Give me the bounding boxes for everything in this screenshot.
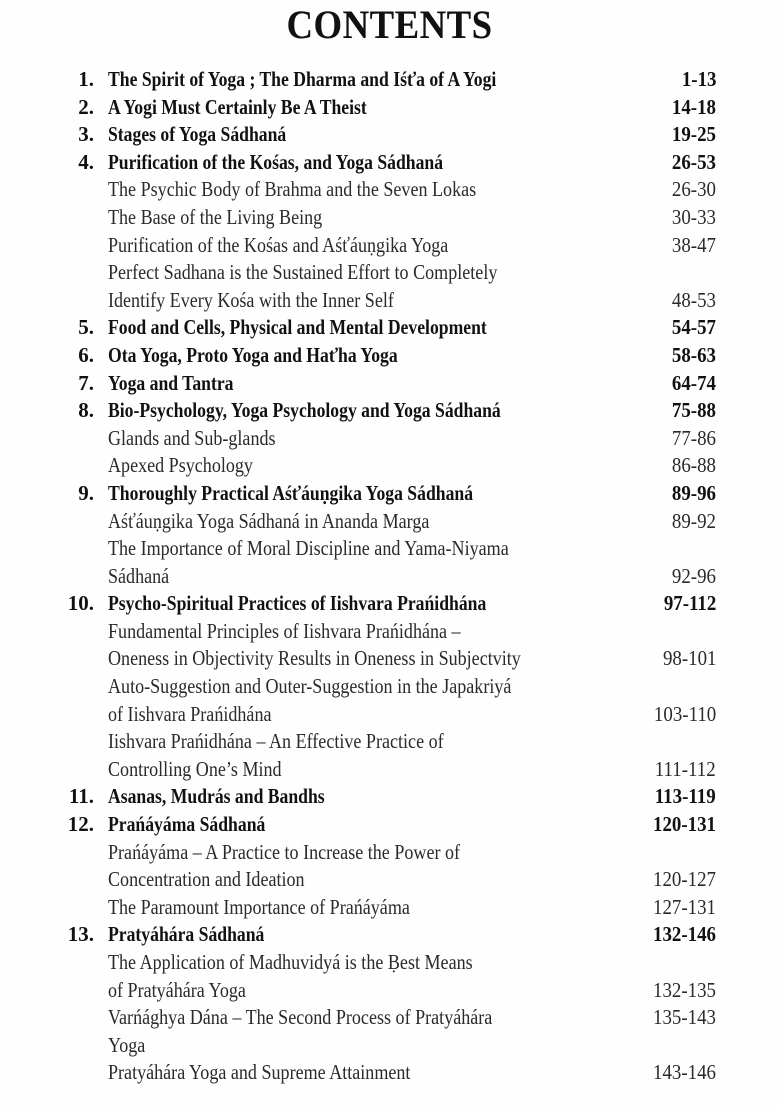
- entry-title: Glands and Sub-glands: [108, 425, 276, 450]
- toc-row: [0, 949, 780, 977]
- entry-title: Concentration and Ideation: [108, 867, 305, 892]
- table-of-contents: [0, 66, 780, 1087]
- chapter-number: 6.: [78, 342, 94, 367]
- toc-row: [0, 370, 780, 398]
- entry-title: Psycho-Spiritual Practices of Iishvara Prańidhána: [108, 591, 487, 616]
- toc-row: [0, 894, 780, 922]
- toc-row: [0, 232, 780, 260]
- entry-title: The Application of Madhuvidyá is the Ḅest Means: [108, 950, 473, 974]
- toc-row: [0, 535, 780, 563]
- page-range: 19-25: [671, 122, 716, 147]
- entry-title: Yoga: [108, 1032, 146, 1057]
- chapter-number: 12.: [67, 812, 94, 837]
- entry-title: The Importance of Moral Discipline and Yama-Niyama: [108, 536, 509, 561]
- entry-title: Iishvara Prańidhána – An Effective Practice of: [108, 729, 444, 754]
- entry-title: Sádhaná: [108, 563, 170, 588]
- chapter-number: 5.: [78, 315, 94, 340]
- toc-row: [0, 452, 780, 480]
- toc-row: [0, 701, 780, 729]
- page-range: 92-96: [671, 563, 716, 588]
- page-range: 75-88: [671, 398, 716, 423]
- page-title: CONTENTS: [286, 2, 493, 47]
- chapter-number: 11.: [68, 784, 94, 809]
- entry-title: Pratyáhára Yoga and Supreme Attainment: [108, 1060, 411, 1085]
- chapter-number: 4.: [78, 149, 94, 174]
- page-range: 14-18: [671, 94, 716, 119]
- chapter-number: 8.: [78, 398, 94, 423]
- chapter-number: 3.: [78, 122, 94, 147]
- page-range: 132-146: [653, 922, 716, 947]
- toc-row: [0, 921, 780, 949]
- toc-row: [0, 866, 780, 894]
- entry-title: of Pratyáhára Yoga: [108, 977, 246, 1002]
- entry-title: Prańáyáma – A Practice to Increase the Power of: [108, 839, 461, 864]
- page-range: 89-92: [671, 508, 716, 533]
- toc-row: [0, 66, 780, 94]
- toc-row: [0, 1059, 780, 1087]
- entry-title: Purification of the Kośas, and Yoga Sádhaná: [108, 149, 444, 174]
- toc-row: [0, 508, 780, 536]
- toc-row: [0, 756, 780, 784]
- toc-row: [0, 204, 780, 232]
- toc-row: [0, 811, 780, 839]
- entry-title: Stages of Yoga Sádhaná: [108, 122, 287, 147]
- page-range: 111-112: [655, 756, 716, 781]
- entry-title: Asanas, Mudrás and Bandhs: [108, 784, 325, 809]
- toc-row: [0, 149, 780, 177]
- toc-row: [0, 480, 780, 508]
- page-range: 30-33: [671, 204, 716, 229]
- page-range: 120-131: [653, 812, 716, 837]
- page-range: 64-74: [671, 370, 716, 395]
- toc-row: [0, 287, 780, 315]
- toc-row: [0, 839, 780, 867]
- entry-title: Bio-Psychology, Yoga Psychology and Yoga Sádhaná: [108, 398, 501, 423]
- toc-row: [0, 259, 780, 287]
- page-range: 113-119: [655, 784, 716, 809]
- toc-row: [0, 618, 780, 646]
- entry-title: Prańáyáma Sádhaná: [108, 812, 266, 837]
- toc-row: [0, 342, 780, 370]
- page-range: 38-47: [671, 232, 716, 257]
- entry-title: Purification of the Kośas and Aśťáuṇgika Yoga: [108, 232, 449, 257]
- toc-row: [0, 397, 780, 425]
- page-range: 86-88: [671, 453, 716, 478]
- entry-title: The Paramount Importance of Prańáyáma: [108, 894, 410, 919]
- toc-row: [0, 590, 780, 618]
- chapter-number: 2.: [78, 94, 94, 119]
- toc-row: [0, 121, 780, 149]
- entry-title: Oneness in Objectivity Results in Oneness in Subjectvity: [108, 646, 521, 671]
- page-range: 103-110: [653, 701, 716, 726]
- toc-row: [0, 425, 780, 453]
- entry-title: Controlling One’s Mind: [108, 756, 282, 781]
- chapter-number: 13.: [67, 922, 94, 947]
- entry-title: The Psychic Body of Brahma and the Seven Lokas: [108, 177, 477, 202]
- toc-row: [0, 673, 780, 701]
- entry-title: Varńághya Dána – The Second Process of Pratyáhára: [108, 1005, 493, 1030]
- entry-title: Auto-Suggestion and Outer-Suggestion in the Japakriyá: [108, 674, 512, 699]
- entry-title: of Iishvara Prańidhána: [108, 701, 272, 726]
- entry-title: Aśťáuṇgika Yoga Sádhaná in Ananda Marga: [108, 508, 430, 533]
- toc-row: [0, 977, 780, 1005]
- toc-row: [0, 94, 780, 122]
- toc-row: [0, 563, 780, 591]
- page-range: 26-53: [671, 149, 716, 174]
- entry-title: Yoga and Tantra: [108, 370, 234, 395]
- entry-title: Pratyáhára Sádhaná: [108, 922, 265, 947]
- toc-row: [0, 1032, 780, 1060]
- toc-row: [0, 314, 780, 342]
- page-range: 48-53: [671, 287, 716, 312]
- page-range: 97-112: [663, 591, 716, 616]
- page-range: 54-57: [671, 315, 716, 340]
- entry-title: The Spirit of Yoga ; The Dharma and Iśťa of A Yogi: [108, 67, 497, 91]
- entry-title: Apexed Psychology: [108, 453, 253, 478]
- toc-row: [0, 645, 780, 673]
- page-range: 120-127: [653, 867, 716, 892]
- toc-row: [0, 728, 780, 756]
- entry-title: The Base of the Living Being: [108, 204, 323, 229]
- entry-title: Ota Yoga, Proto Yoga and Haťha Yoga: [108, 342, 398, 367]
- page-range: 132-135: [653, 977, 716, 1002]
- page-range: 143-146: [653, 1060, 716, 1085]
- entry-title: Perfect Sadhana is the Sustained Effort to Completely: [108, 260, 498, 285]
- entry-title: Identify Every Kośa with the Inner Self: [108, 287, 394, 312]
- entry-title: Fundamental Principles of Iishvara Prańidhána –: [108, 618, 461, 643]
- page-range: 77-86: [671, 425, 716, 450]
- chapter-number: 10.: [67, 591, 94, 616]
- page-range: 89-96: [671, 480, 716, 505]
- page-range: 127-131: [653, 894, 716, 919]
- page-range: 26-30: [671, 177, 716, 202]
- chapter-number: 1.: [78, 67, 94, 91]
- entry-title: Thoroughly Practical Aśťáuṇgika Yoga Sádhaná: [108, 480, 474, 505]
- toc-row: [0, 783, 780, 811]
- chapter-number: 7.: [78, 370, 94, 395]
- page-range: 135-143: [653, 1005, 716, 1030]
- page-range: 98-101: [662, 646, 716, 671]
- toc-row: [0, 1004, 780, 1032]
- page-range: 1-13: [681, 67, 716, 91]
- entry-title: A Yogi Must Certainly Be A Theist: [108, 94, 367, 119]
- entry-title: Food and Cells, Physical and Mental Development: [108, 315, 487, 340]
- page-range: 58-63: [671, 342, 716, 367]
- chapter-number: 9.: [78, 480, 94, 505]
- toc-row: [0, 176, 780, 204]
